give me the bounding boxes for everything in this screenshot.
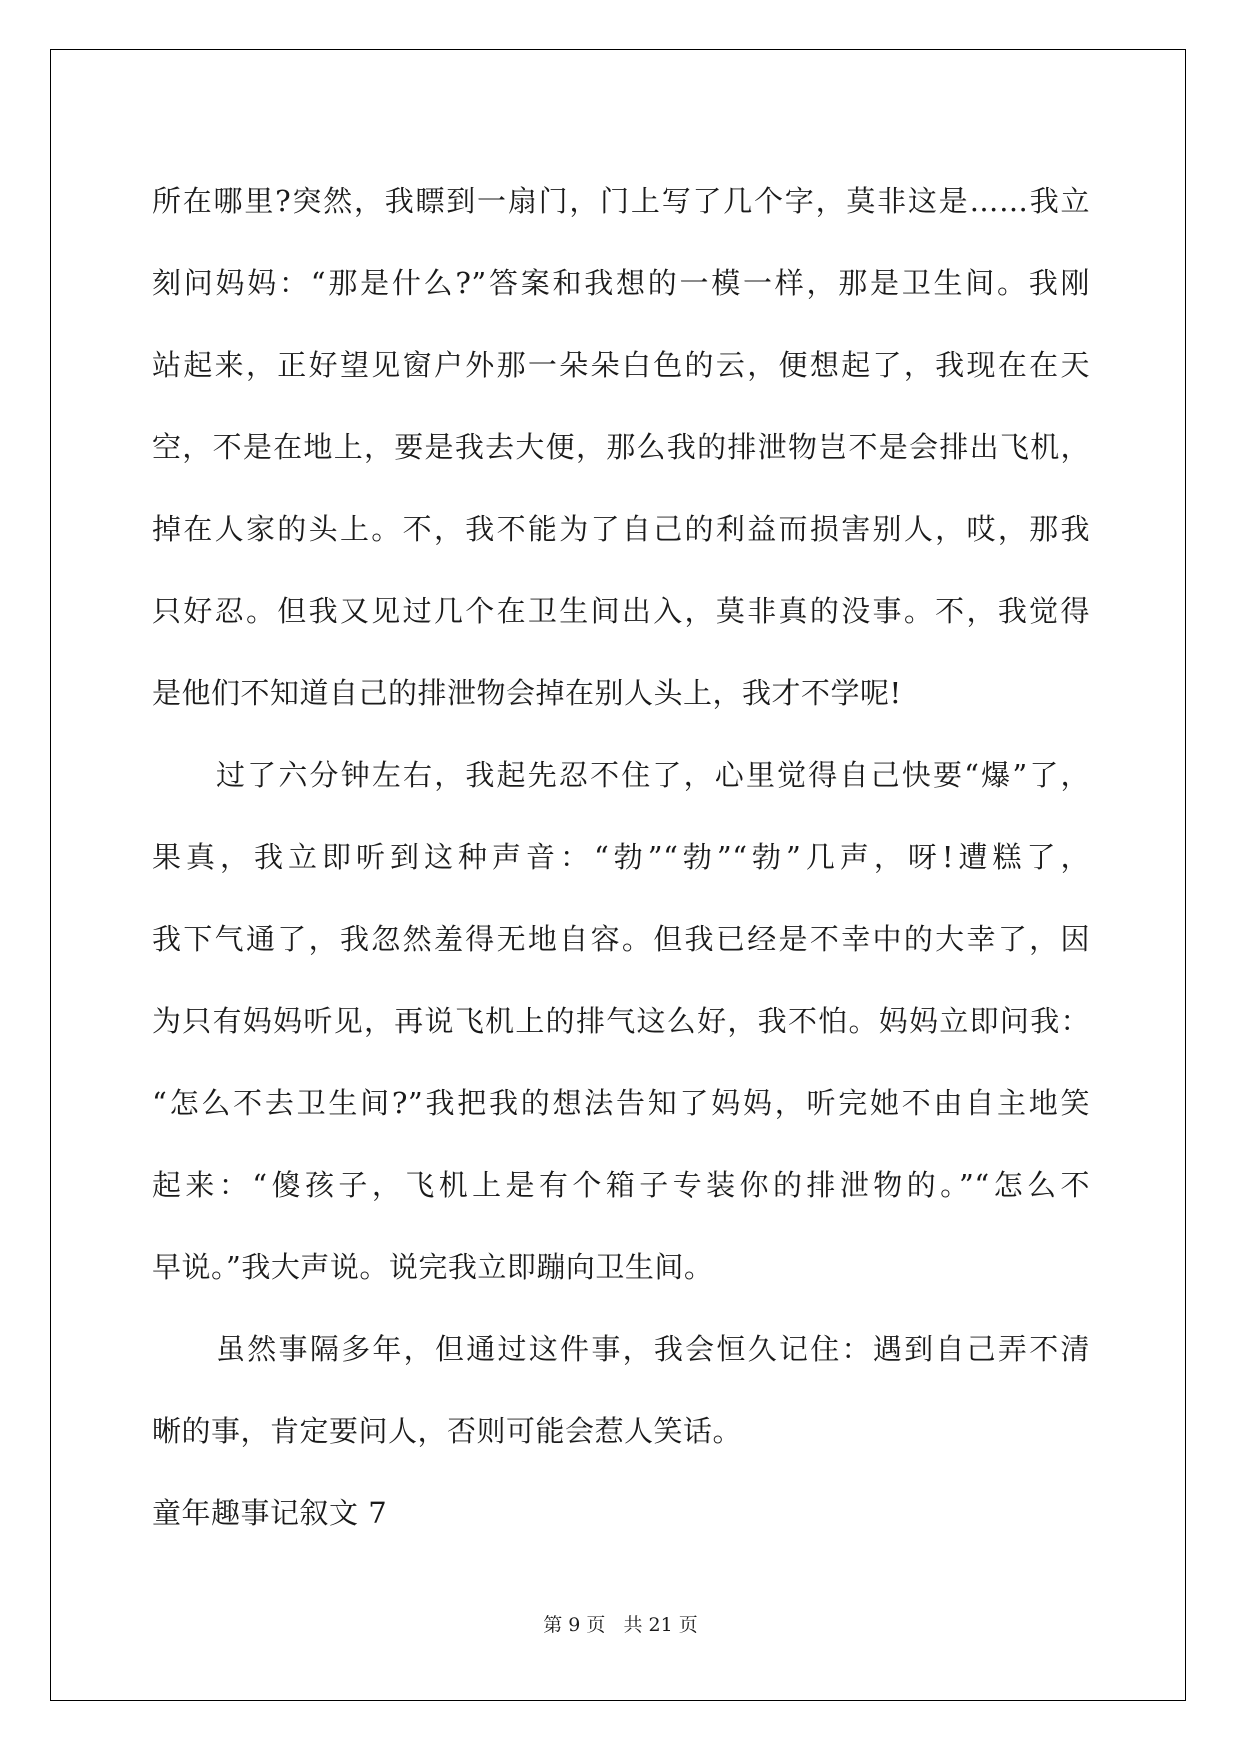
- text-line: 空，不是在地上，要是我去大便，那么我的排泄物岂不是会排出飞机，: [152, 430, 1090, 464]
- text-line: 是他们不知道自己的排泄物会掉在别人头上，我才不学呢!: [152, 676, 902, 710]
- text-line: 所在哪里?突然，我瞟到一扇门，门上写了几个字，莫非这是……我立: [152, 184, 1090, 218]
- text-line: 果真，我立即听到这种声音：“勃”“勃”“勃”几声，呀!遭糕了，: [152, 840, 1090, 874]
- text-line: 为只有妈妈听见，再说飞机上的排气这么好，我不怕。妈妈立即问我：: [152, 1004, 1090, 1038]
- text-line: 过了六分钟左右，我起先忍不住了，心里觉得自己快要“爆”了，: [216, 758, 1090, 792]
- document-body: [152, 160, 1090, 1554]
- page-footer: [0, 1613, 1241, 1637]
- text-line: “怎么不去卫生间?”我把我的想法告知了妈妈，听完她不由自主地笑: [152, 1086, 1090, 1120]
- text-line: 我下气通了，我忽然羞得无地自容。但我已经是不幸中的大幸了，因: [152, 922, 1090, 956]
- text-line: 刻问妈妈：“那是什么?”答案和我想的一模一样，那是卫生间。我刚: [152, 266, 1090, 300]
- text-line: 晰的事，肯定要问人，否则可能会惹人笑话。: [152, 1414, 743, 1448]
- footer-spacer: [605, 1614, 623, 1636]
- text-line: 掉在人家的头上。不，我不能为了自己的利益而损害别人，哎，那我: [152, 512, 1090, 546]
- text-line: 早说。”我大声说。说完我立即蹦向卫生间。: [152, 1250, 714, 1284]
- section-heading: 童年趣事记叙文 7: [152, 1496, 388, 1530]
- page-total: 共 21 页: [623, 1614, 698, 1636]
- text-line: 只好忍。但我又见过几个在卫生间出入，莫非真的没事。不，我觉得: [152, 594, 1090, 628]
- text-line: 站起来，正好望见窗户外那一朵朵白色的云，便想起了，我现在在天: [152, 348, 1090, 382]
- text-line: 虽然事隔多年，但通过这件事，我会恒久记住：遇到自己弄不清: [216, 1332, 1090, 1366]
- text-line: 起来：“傻孩子，飞机上是有个箱子专装你的排泄物的。”“怎么不: [152, 1168, 1090, 1202]
- page-number: 第 9 页: [543, 1614, 606, 1636]
